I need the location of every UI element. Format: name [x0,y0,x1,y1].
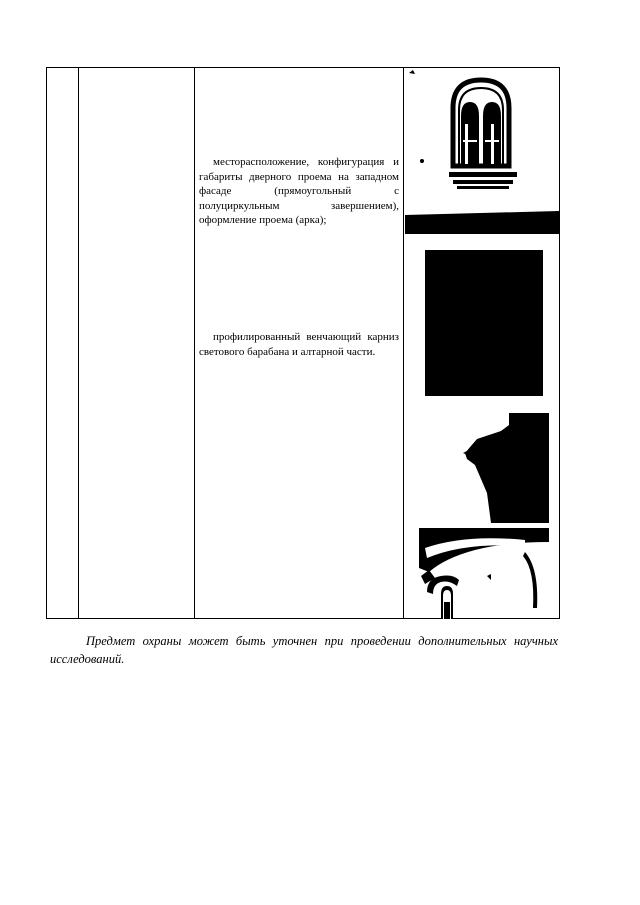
footnote-text: Предмет охраны может быть уточнен при проведении дополнительных научных исследований. [50,634,558,666]
apse-photo [405,528,559,619]
row-description-doorway: месторасположение, конфигурация и габариты дверного проема на западном фасаде (прямоугольный с полуциркульным завершением), оформление проема (арка); [199,156,399,226]
arched-window-photo [405,68,559,236]
column-divider [194,68,195,618]
cornice-photo [405,413,559,523]
dark-wall-photo [405,248,559,398]
row-description-cornice: профилированный венчающий карниз светового барабана и алтарной части. [199,331,399,358]
column-divider [78,68,79,618]
column-divider [403,68,404,618]
protection-subject-table [46,67,560,619]
